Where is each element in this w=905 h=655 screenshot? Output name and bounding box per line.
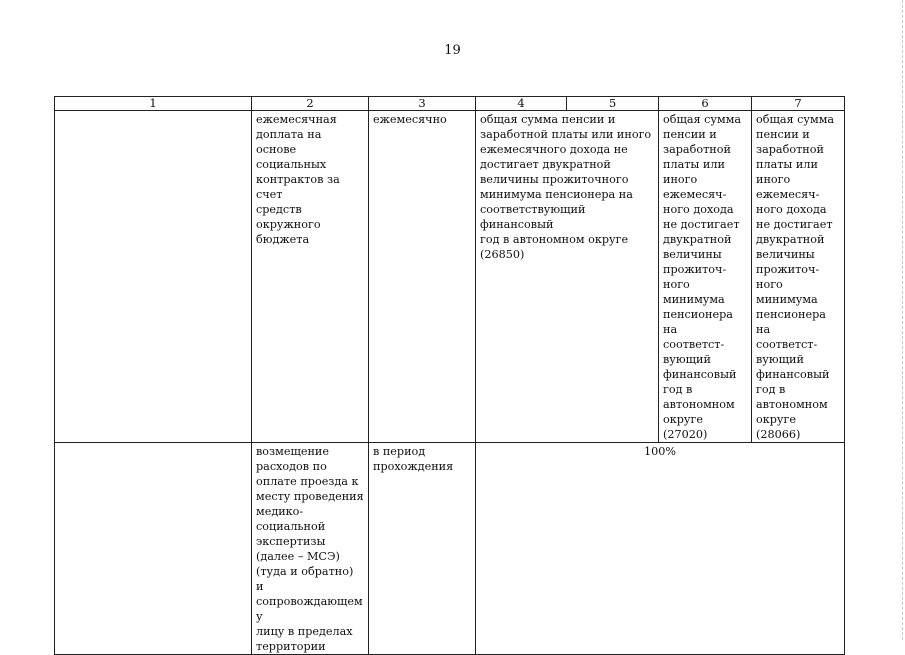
page-number: 19 — [444, 43, 461, 58]
cell-condition-year3: общая сумма пенсии и заработной платы или иного ежемесяч- ного дохода не достигает двукратной величины прожиточ- ного минимума пенсионера на соответст- вующий финансовый год в автономном округе (28066) — [752, 111, 845, 443]
column-header-6: 6 — [659, 97, 752, 111]
benefits-table — [54, 96, 845, 655]
cell-periodicity: в период прохождения — [369, 443, 476, 655]
column-header-1: 1 — [55, 97, 252, 111]
cell-recipient-category — [55, 111, 252, 443]
scan-edge-line — [901, 0, 903, 640]
cell-recipient-category — [55, 443, 252, 655]
cell-periodicity: ежемесячно — [369, 111, 476, 443]
column-header-3: 3 — [369, 97, 476, 111]
column-header-5: 5 — [567, 97, 659, 111]
cell-benefit-type: ежемесячная доплата на основе социальных контрактов за счет средств окружного бюджета — [252, 111, 369, 443]
table-row — [55, 111, 845, 443]
cell-condition-year2: общая сумма пенсии и заработной платы или иного ежемесяч- ного дохода не достигает двукратной величины прожиточ- ного минимума пенсионера на соответст- вующий финансовый год в автономном округе (27020) — [659, 111, 752, 443]
cell-condition-year1: общая сумма пенсии и заработной платы или иного ежемесячного дохода не достигает двукратной величины прожиточного минимума пенсионера на соответствующий финансовый год в автономном округе (26850) — [476, 111, 659, 443]
column-header-2: 2 — [252, 97, 369, 111]
table-row — [55, 443, 845, 655]
column-header-4: 4 — [476, 97, 567, 111]
cell-benefit-type: возмещение расходов по оплате проезда к месту проведения медико- социальной экспертизы (далее – МСЭ) (туда и обратно) и сопровождающему лицу в пределах территории — [252, 443, 369, 655]
column-header-7: 7 — [752, 97, 845, 111]
cell-reimbursement-rate: 100% — [476, 443, 845, 655]
table-header-row — [55, 97, 845, 111]
